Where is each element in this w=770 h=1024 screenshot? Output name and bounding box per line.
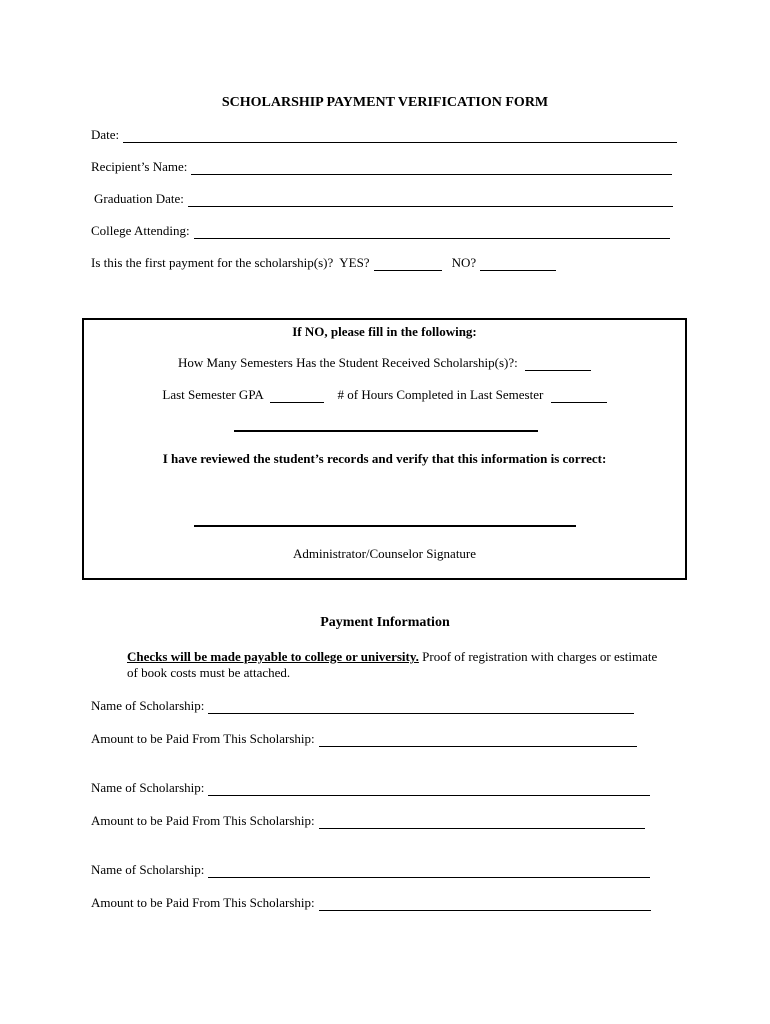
gpa-hours-row — [84, 387, 685, 403]
scholarship-name-row-3 — [91, 862, 650, 878]
hours-field[interactable] — [551, 390, 607, 403]
semesters-row — [84, 355, 685, 371]
gpa-field[interactable] — [270, 390, 324, 403]
recipient-label: Recipient’s Name: — [91, 159, 188, 174]
form-title: SCHOLARSHIP PAYMENT VERIFICATION FORM — [221, 95, 549, 110]
payment-note-emphasis: Checks will be made payable to college or university. — [127, 649, 419, 664]
gpa-label: Last Semester GPA — [162, 387, 264, 402]
scholarship-name-field-1[interactable] — [208, 701, 634, 714]
amount-label: Amount to be Paid From This Scholarship: — [91, 731, 315, 746]
amount-field-1[interactable] — [319, 734, 637, 747]
no-field[interactable] — [480, 258, 556, 271]
graduation-row — [94, 191, 673, 207]
hours-label: # of Hours Completed in Last Semester — [337, 387, 544, 402]
yes-label: YES? — [339, 255, 370, 270]
amount-row-2 — [91, 813, 645, 829]
date-field[interactable] — [123, 130, 677, 143]
date-row — [91, 127, 677, 143]
scholarship-name-row-2 — [91, 780, 650, 796]
amount-row-1 — [91, 731, 637, 747]
semesters-label: How Many Semesters Has the Student Received Scholarship(s)?: — [178, 355, 518, 370]
payment-heading: Payment Information — [320, 615, 450, 630]
signature-field[interactable] — [194, 525, 576, 527]
scholarship-name-row-1 — [91, 698, 634, 714]
scholarship-name-label: Name of Scholarship: — [91, 862, 205, 877]
graduation-date-field[interactable] — [188, 194, 673, 207]
if-no-heading: If NO, please fill in the following: — [292, 324, 477, 339]
date-label: Date: — [91, 127, 120, 142]
payment-note — [127, 649, 667, 681]
scholarship-name-field-3[interactable] — [208, 865, 650, 878]
amount-row-3 — [91, 895, 651, 911]
scholarship-name-label: Name of Scholarship: — [91, 698, 205, 713]
amount-field-2[interactable] — [319, 816, 645, 829]
amount-label: Amount to be Paid From This Scholarship: — [91, 813, 315, 828]
first-payment-row — [91, 255, 556, 271]
first-payment-label: Is this the first payment for the scholarship(s)? — [91, 255, 334, 270]
yes-field[interactable] — [374, 258, 442, 271]
signature-caption: Administrator/Counselor Signature — [292, 546, 477, 561]
recipient-name-field[interactable] — [191, 162, 672, 175]
recipient-row — [91, 159, 672, 175]
amount-field-3[interactable] — [319, 898, 651, 911]
verify-statement: I have reviewed the student’s records and verify that this information is correct: — [162, 451, 607, 466]
graduation-label: Graduation Date: — [94, 191, 184, 206]
amount-label: Amount to be Paid From This Scholarship: — [91, 895, 315, 910]
college-attending-field[interactable] — [194, 226, 670, 239]
if-no-section — [82, 318, 687, 580]
semesters-field[interactable] — [525, 358, 591, 371]
scholarship-name-field-2[interactable] — [208, 783, 650, 796]
college-label: College Attending: — [91, 223, 190, 238]
payment-note-text: Proof of registration with charges or estimate of book costs must be attached. — [127, 649, 658, 680]
divider-line — [234, 430, 538, 432]
no-label: NO? — [451, 255, 477, 270]
college-row — [91, 223, 670, 239]
scholarship-name-label: Name of Scholarship: — [91, 780, 205, 795]
